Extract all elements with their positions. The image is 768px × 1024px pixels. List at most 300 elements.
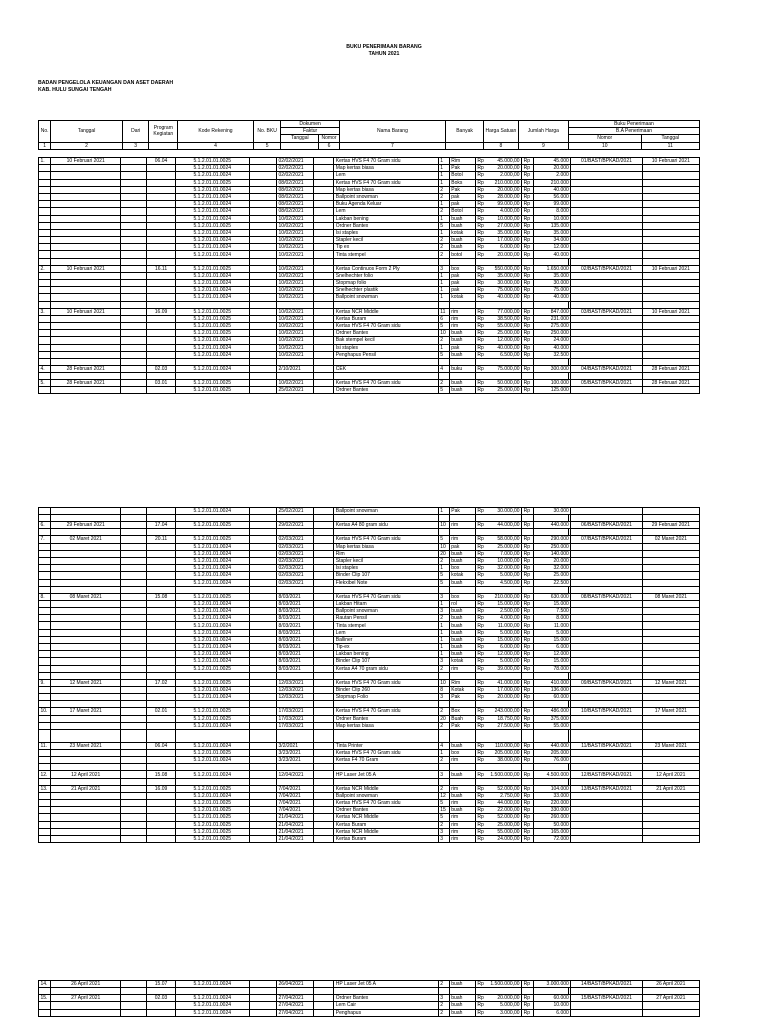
cell-faktur-nomor [314,193,334,200]
table-row [39,308,700,315]
cell-dari [121,1002,147,1009]
cell-dari [121,322,147,329]
cell-no-bku [249,330,276,337]
cell-ba-nomor [571,229,642,236]
cell-faktur-nomor [314,750,334,757]
cell-tanggal [51,165,121,172]
harga-value: 27.000,00 [497,222,520,229]
cell-qty: 3 [438,658,449,665]
cell-kode-rekening: 5.1.2.01.01.0024 [175,280,249,287]
harga-value: 45.000,00 [497,158,520,165]
cell-nama-barang: Bak stempel kecil [334,337,438,344]
cell-program: 02.03 [147,365,175,372]
cell-faktur-tanggal: 02/03/2021 [277,536,314,543]
cell-faktur-tanggal: 8/03/2021 [277,600,314,607]
harga-value: 110.000,00 [494,742,520,749]
cell-no-bku [249,337,276,344]
cell-unit: rim [449,800,475,807]
harga-value: 210.000,00 [494,593,520,600]
cell-tanggal [51,237,121,244]
cell-no-bku [249,550,276,557]
cell-unit: buah [449,651,475,658]
cell-program [147,686,175,693]
cell-jumlah-harga: 847.000 [534,308,571,315]
organization-region: KAB. HULU SUNGAI TENGAH [38,87,112,93]
cell-unit: buah [449,629,475,636]
cell-qty: 2 [438,237,449,244]
cell-jumlah-harga: 40.000 [534,186,571,193]
cell-nama-barang: Kertas HVS F4 70 Gram sidu [334,380,438,387]
harga-value: 10.000,00 [497,215,520,222]
cell-ba-tanggal [642,579,699,586]
cell-tanggal [51,543,121,550]
cell-ba-tanggal [642,186,699,193]
cell-faktur-nomor [314,287,334,294]
cell-kode-rekening: 5.1.2.01.01.0024 [175,981,249,988]
cell-kode-rekening: 5.1.2.01.01.0025 [175,828,249,835]
cell-qty: 10 [438,543,449,550]
cell-program [147,251,175,258]
cell-dari [121,608,147,615]
cell-no-bku [249,593,276,600]
table-row [39,201,700,208]
cell-jumlah-harga: 125.000 [534,387,571,394]
cell-qty: 5 [438,579,449,586]
cell-faktur-nomor [314,308,334,315]
cell-jumlah-harga: 136.000 [534,686,571,693]
cell-unit: pak [449,344,475,351]
cell-harga-satuan [475,294,521,301]
cell-jumlah-harga: 410.000 [534,679,571,686]
cell-jumlah-prefix: Rp [522,1002,534,1009]
currency-label: Rp [477,315,484,322]
cell-program [147,622,175,629]
cell-faktur-nomor [314,380,334,387]
cell-nama-barang: Ordner Bantex [334,330,438,337]
cell-faktur-nomor [314,550,334,557]
harga-value: 4.500,00 [500,579,520,586]
cell-ba-tanggal: 26 April 2021 [642,981,699,988]
cell-harga-satuan [475,792,521,799]
cell-ba-nomor [571,330,642,337]
cell-harga-satuan [475,608,521,615]
cell-unit: buah [449,387,475,394]
cell-no [39,615,51,622]
currency-label: Rp [477,600,484,607]
cell-jumlah-prefix: Rp [522,337,534,344]
spacer-row [39,515,700,522]
cell-ba-nomor [571,792,642,799]
cell-tanggal [51,244,121,251]
cell-nama-barang: Ordner Bantex [334,807,438,814]
cell-unit: Rim [449,679,475,686]
cell-dari [121,165,147,172]
cell-tanggal [51,251,121,258]
cell-unit: Pak [449,186,475,193]
harga-value: 38.000,00 [497,757,520,764]
table-row [39,722,700,729]
cell-unit: Buah [449,715,475,722]
cell-jumlah-harga: 60.000 [534,995,571,1002]
cell-tanggal [51,330,121,337]
cell-unit: kotak [449,229,475,236]
cell-kode-rekening: 5.1.2.01.01.0024 [175,658,249,665]
table-row [39,579,700,586]
cell-kode-rekening: 5.1.2.01.01.0024 [175,193,249,200]
cell-ba-nomor [571,557,642,564]
cell-faktur-nomor [314,208,334,215]
cell-ba-tanggal [642,201,699,208]
cell-faktur-nomor [314,715,334,722]
cell-harga-satuan [475,757,521,764]
cell-no [39,508,51,515]
cell-kode-rekening: 5.1.2.01.01.0025 [175,308,249,315]
cell-faktur-nomor [314,265,334,272]
cell-dari [121,172,147,179]
cell-dari [121,193,147,200]
cell-unit: rim [449,665,475,672]
cell-faktur-tanggal: 10/02/2021 [277,315,314,322]
harga-value: 40.000,00 [497,294,520,301]
cell-no-bku [249,757,276,764]
currency-label: Rp [477,715,484,722]
cell-ba-tanggal: 10 Februari 2021 [642,308,699,315]
cell-dari [121,807,147,814]
cell-tanggal [51,750,121,757]
cell-unit: buah [449,644,475,651]
cell-faktur-tanggal: 8/03/2021 [277,665,314,672]
cell-program [147,315,175,322]
cell-nama-barang: Binder Clip 260 [334,686,438,693]
cell-tanggal [51,508,121,515]
cell-dari [121,344,147,351]
cell-qty: 2 [438,708,449,715]
table-row [39,821,700,828]
cell-program: 06.04 [147,158,175,165]
table-row [39,785,700,792]
cell-ba-nomor: 14/BAST/BPKAD/2021 [571,981,642,988]
cell-ba-tanggal: 28 Februari 2021 [642,380,699,387]
cell-dari [121,380,147,387]
cell-no [39,201,51,208]
cell-jumlah-harga: 30.000 [534,508,571,515]
currency-label: Rp [477,687,484,694]
cell-faktur-nomor [314,814,334,821]
cell-harga-satuan [475,1002,521,1009]
table-row [39,807,700,814]
cell-program [147,237,175,244]
cell-no-bku [249,800,276,807]
spacer-row [39,778,700,785]
cell-tanggal [51,322,121,329]
table-row [39,208,700,215]
cell-ba-nomor [571,172,642,179]
table-row [39,222,700,229]
cell-no [39,172,51,179]
cell-faktur-tanggal: 10/02/2021 [277,280,314,287]
cell-faktur-nomor [314,179,334,186]
cell-jumlah-prefix: Rp [522,722,534,729]
cell-harga-satuan [475,694,521,701]
cell-ba-tanggal [642,629,699,636]
cell-faktur-tanggal: 8/03/2021 [277,593,314,600]
cell-ba-tanggal [642,208,699,215]
cell-kode-rekening: 5.1.2.01.01.0024 [175,215,249,222]
cell-no [39,644,51,651]
cell-ba-nomor [571,615,642,622]
cell-faktur-nomor [314,337,334,344]
cell-no [39,686,51,693]
harga-value: 27.500,00 [497,722,520,729]
cell-jumlah-prefix: Rp [522,201,534,208]
cell-nama-barang: HP Laser Jet 05 A [334,981,438,988]
cell-no-bku [249,600,276,607]
cell-program [147,814,175,821]
cell-dari [121,636,147,643]
harga-value: 12.000,00 [497,337,520,344]
cell-nama-barang: Balliner [334,636,438,643]
cell-no [39,757,51,764]
cell-harga-satuan [475,543,521,550]
cell-qty: 1 [438,158,449,165]
cell-ba-nomor [571,750,642,757]
cell-tanggal: 17 Maret 2021 [51,708,121,715]
cell-jumlah-prefix: Rp [522,565,534,572]
cell-tanggal [51,337,121,344]
cell-jumlah-harga: 5.000 [534,629,571,636]
cell-nama-barang: Kertas HVS F4 70 Gram sidu [334,750,438,757]
cell-kode-rekening: 5.1.2.01.01.0024 [175,351,249,358]
table-row [39,550,700,557]
cell-jumlah-harga: 15.000 [534,636,571,643]
harga-value: 4.000,00 [500,615,520,622]
cell-unit: rim [449,322,475,329]
currency-label: Rp [477,251,484,258]
cell-program [147,629,175,636]
cell-program [147,330,175,337]
cell-faktur-nomor [314,172,334,179]
harga-value: 5.000,00 [500,658,520,665]
table-row [39,536,700,543]
cell-ba-tanggal [642,557,699,564]
currency-label: Rp [477,550,484,557]
cell-unit: pak [449,193,475,200]
cell-dari [121,629,147,636]
cell-no-bku [249,186,276,193]
header-tanggal: Tanggal [51,121,123,143]
cell-unit: buah [449,222,475,229]
cell-jumlah-prefix: Rp [522,644,534,651]
cell-no [39,828,51,835]
table-row [39,186,700,193]
cell-qty: 1 [438,280,449,287]
cell-qty: 6 [438,315,449,322]
cell-jumlah-prefix: Rp [522,651,534,658]
cell-program [147,828,175,835]
cell-unit: buah [449,579,475,586]
table-row [39,658,700,665]
cell-dari [121,615,147,622]
cell-dari [121,995,147,1002]
cell-jumlah-prefix: Rp [522,158,534,165]
currency-label: Rp [477,272,484,279]
cell-nama-barang: Ballpoint snowman [334,294,438,301]
cell-tanggal [51,351,121,358]
cell-tanggal: 10 Februari 2021 [51,265,121,272]
cell-kode-rekening: 5.1.2.01.01.0025 [175,593,249,600]
cell-program: 17.04 [147,522,175,529]
cell-faktur-tanggal: 10/02/2021 [277,380,314,387]
cell-faktur-nomor [314,686,334,693]
cell-program [147,287,175,294]
cell-nama-barang: Lakban bening [334,651,438,658]
cell-faktur-tanggal: 3/2/2021 [277,742,314,749]
cell-nama-barang: Lakban Hitam [334,600,438,607]
cell-jumlah-harga: 34.000 [534,237,571,244]
cell-program [147,636,175,643]
table-row [39,251,700,258]
cell-ba-nomor [571,807,642,814]
cell-qty: 1 [438,629,449,636]
cell-no-bku [249,579,276,586]
cell-harga-satuan [475,615,521,622]
cell-unit: buah [449,550,475,557]
cell-ba-tanggal [642,543,699,550]
cell-ba-tanggal [642,280,699,287]
cell-jumlah-prefix: Rp [522,1009,534,1016]
cell-kode-rekening: 5.1.2.01.01.0024 [175,757,249,764]
cell-no [39,294,51,301]
cell-tanggal [51,722,121,729]
cell-program [147,821,175,828]
cell-no [39,600,51,607]
cell-jumlah-harga: 3.000.000 [534,981,571,988]
cell-faktur-tanggal: 8/03/2021 [277,651,314,658]
cell-no [39,835,51,842]
cell-no [39,821,51,828]
cell-kode-rekening: 5.1.2.01.01.0024 [175,550,249,557]
cell-jumlah-harga: 4.500.000 [534,771,571,778]
cell-nama-barang: Stopmap folio [334,280,438,287]
harga-value: 25.000,00 [497,543,520,550]
header-dokumen: Dokumen [281,121,339,128]
currency-label: Rp [477,208,484,215]
cell-faktur-nomor [314,387,334,394]
cell-tanggal: 10 Februari 2021 [51,308,121,315]
cell-faktur-nomor [314,608,334,615]
cell-jumlah-prefix: Rp [522,792,534,799]
cell-ba-tanggal [642,750,699,757]
cell-jumlah-prefix: Rp [522,800,534,807]
table-row [39,508,700,515]
cell-ba-nomor [571,165,642,172]
cell-nama-barang: Kertas NCR Middle [334,828,438,835]
cell-jumlah-harga: 35.000 [534,229,571,236]
cell-no-bku [249,679,276,686]
cell-qty: 1 [438,344,449,351]
currency-label: Rp [477,558,484,565]
table-row [39,694,700,701]
cell-no-bku [249,179,276,186]
cell-unit: buah [449,995,475,1002]
cell-harga-satuan [475,715,521,722]
cell-unit: buah [449,337,475,344]
cell-jumlah-harga: 440.000 [534,742,571,749]
cell-program [147,565,175,572]
cell-qty: 3 [438,995,449,1002]
cell-jumlah-harga: 78.000 [534,665,571,672]
cell-harga-satuan [475,172,521,179]
cell-no-bku [249,658,276,665]
cell-nama-barang: Kertas NCR Middle [334,814,438,821]
cell-faktur-nomor [314,557,334,564]
cell-jumlah-harga: 30.000 [534,280,571,287]
cell-qty: 1 [438,172,449,179]
cell-qty: 3 [438,694,449,701]
header-no-bku: No. BKU [253,121,281,143]
cell-faktur-tanggal: 02/03/2021 [277,557,314,564]
cell-ba-nomor [571,800,642,807]
cell-nama-barang: Tinta stempel [334,622,438,629]
cell-unit: buah [449,1009,475,1016]
cell-dari [121,835,147,842]
cell-faktur-nomor [314,508,334,515]
cell-harga-satuan [475,708,521,715]
cell-jumlah-harga: 375.000 [534,715,571,722]
cell-qty: 1 [438,565,449,572]
currency-label: Rp [477,679,484,686]
cell-nama-barang: Rim [334,550,438,557]
cell-program: 16.09 [147,785,175,792]
cell-jumlah-prefix: Rp [522,785,534,792]
cell-dari [121,337,147,344]
cell-tanggal [51,579,121,586]
cell-unit: rim [449,536,475,543]
cell-nama-barang: Ordner Bantex [334,387,438,394]
cell-program: 15.08 [147,593,175,600]
cell-kode-rekening: 5.1.2.01.01.0024 [175,287,249,294]
header-nama-barang: Nama Barang [339,121,445,143]
cell-tanggal [51,222,121,229]
cell-faktur-tanggal: 27/04/2021 [277,995,314,1002]
cell-tanggal: 27 April 2021 [51,995,121,1002]
cell-no-bku [249,294,276,301]
currency-label: Rp [477,365,484,372]
cell-ba-tanggal [642,694,699,701]
cell-nama-barang: Tinta stempel [334,251,438,258]
cell-program: 15.08 [147,771,175,778]
cell-jumlah-harga: 104.000 [534,785,571,792]
cell-kode-rekening: 5.1.2.01.01.0024 [175,622,249,629]
cell-jumlah-harga: 10.000 [534,215,571,222]
cell-dari [121,792,147,799]
cell-qty: 2 [438,186,449,193]
cell-program [147,1002,175,1009]
cell-no-bku [249,229,276,236]
currency-label: Rp [477,294,484,301]
cell-program [147,280,175,287]
harga-value: 2.000,00 [500,172,520,179]
cell-program: 06.04 [147,742,175,749]
cell-faktur-tanggal: 8/03/2021 [277,608,314,615]
cell-kode-rekening: 5.1.2.01.01.0025 [175,222,249,229]
cell-no: 4. [39,365,51,372]
cell-jumlah-prefix: Rp [522,193,534,200]
cell-jumlah-harga: 55.000 [534,722,571,729]
cell-ba-tanggal [642,800,699,807]
cell-jumlah-harga: 275.000 [534,322,571,329]
cell-ba-nomor: 13/BAST/BPKAD/2021 [571,785,642,792]
